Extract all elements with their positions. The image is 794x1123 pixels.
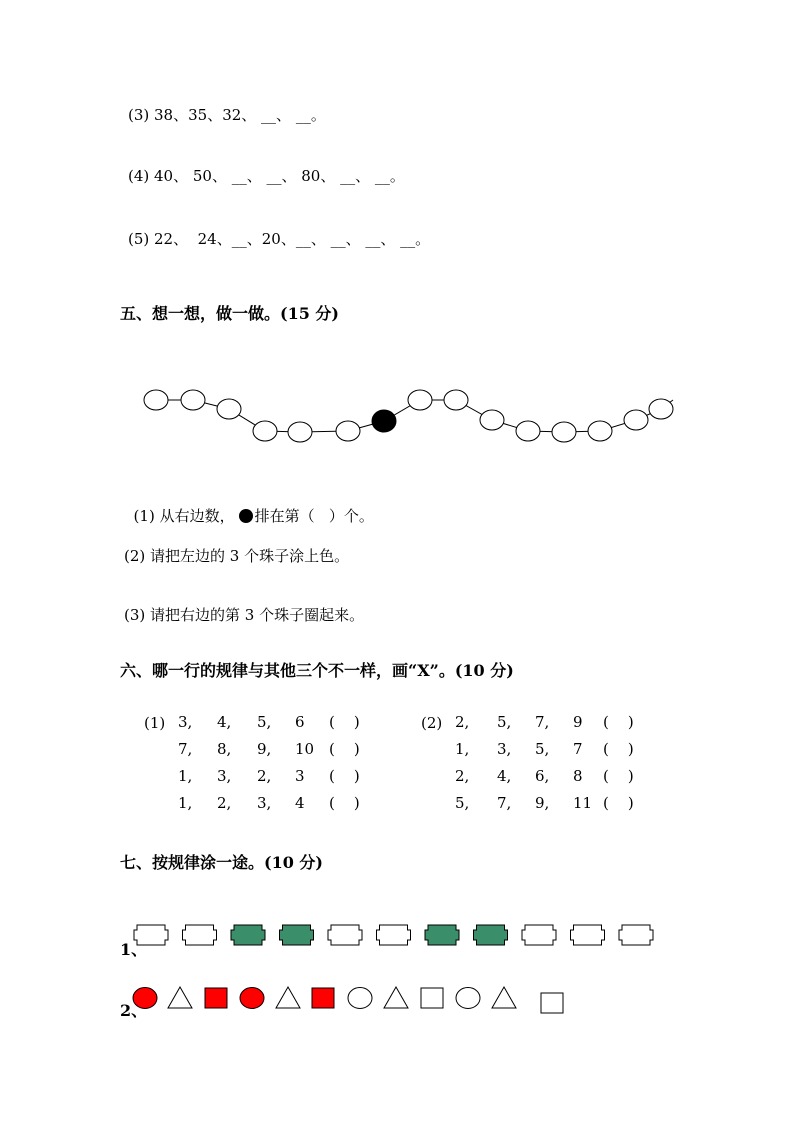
circle-shape xyxy=(348,988,372,1009)
bead xyxy=(649,399,673,419)
section-5-question-1 xyxy=(124,486,374,526)
bead xyxy=(144,390,168,410)
pattern-number: 3, xyxy=(497,740,512,758)
bead-black xyxy=(372,410,396,432)
pattern-number: 5, xyxy=(455,794,470,812)
sequence-question-5: (5) 22、 24、__、20、__、 __、 __、 __。 xyxy=(128,230,431,248)
bead xyxy=(288,422,312,442)
bead xyxy=(444,390,468,410)
bead xyxy=(253,421,277,441)
answer-bracket: ( ) xyxy=(603,767,634,785)
bead xyxy=(552,422,576,442)
triangle-shape xyxy=(168,987,192,1008)
bead xyxy=(480,410,504,430)
tag-shape xyxy=(425,925,459,945)
bead xyxy=(217,399,241,419)
answer-bracket: ( ) xyxy=(329,740,360,758)
bead xyxy=(336,421,360,441)
pattern-number: 9, xyxy=(257,740,272,758)
tag-shape xyxy=(183,925,217,945)
answer-bracket: ( ) xyxy=(603,713,634,731)
pattern-number: 5, xyxy=(497,713,512,731)
pattern-number: 2, xyxy=(217,794,232,812)
pattern-number: 4, xyxy=(497,767,512,785)
pattern-number: 8 xyxy=(573,767,583,785)
answer-bracket: ( ) xyxy=(329,767,360,785)
pattern-number: 7, xyxy=(535,713,550,731)
pattern-number: 7, xyxy=(178,740,193,758)
pattern-number: 5, xyxy=(535,740,550,758)
pattern-number: 1, xyxy=(455,740,470,758)
group-2-label: (2) xyxy=(421,714,443,732)
pattern-number: 3, xyxy=(217,767,232,785)
pattern-row-2 xyxy=(133,987,563,1013)
pattern-number: 5, xyxy=(257,713,272,731)
pattern-number: 9 xyxy=(573,713,583,731)
pattern-number: 2, xyxy=(455,713,470,731)
tag-shape xyxy=(619,925,653,945)
q1-prefix: (1) 从右边数， xyxy=(133,507,235,525)
pattern-number: 11 xyxy=(573,794,593,812)
section-5-question-3: (3) 请把右边的第 3 个珠子圈起来。 xyxy=(124,606,365,624)
black-bead-icon xyxy=(239,509,253,523)
tag-shape xyxy=(328,925,362,945)
tag-shape xyxy=(231,925,265,945)
pattern-number: 4, xyxy=(217,713,232,731)
square-shape xyxy=(312,988,334,1008)
tag-shape xyxy=(280,925,314,945)
circle-shape xyxy=(240,988,264,1009)
pattern-number: 1, xyxy=(178,767,193,785)
tag-shape xyxy=(377,925,411,945)
square-shape xyxy=(541,993,563,1013)
circle-shape xyxy=(456,988,480,1009)
row-1-label: 1、 xyxy=(120,940,148,959)
pattern-number: 6, xyxy=(535,767,550,785)
bead-string xyxy=(144,390,673,442)
pattern-row-1 xyxy=(134,925,653,945)
pattern-number: 4 xyxy=(295,794,305,812)
pattern-number: 3, xyxy=(257,794,272,812)
pattern-number: 2, xyxy=(455,767,470,785)
section-5-heading: 五、想一想，做一做。(15 分) xyxy=(120,304,339,323)
pattern-number: 1, xyxy=(178,794,193,812)
sequence-question-4: (4) 40、 50、 __、 __、 80、 __、 __。 xyxy=(128,167,405,185)
bead xyxy=(408,390,432,410)
triangle-shape xyxy=(492,987,516,1008)
pattern-number: 3, xyxy=(178,713,193,731)
answer-bracket: ( ) xyxy=(329,713,360,731)
bead xyxy=(181,390,205,410)
triangle-shape xyxy=(384,987,408,1008)
tag-shape xyxy=(474,925,508,945)
bead xyxy=(588,421,612,441)
triangle-shape xyxy=(276,987,300,1008)
pattern-number: 2, xyxy=(257,767,272,785)
section-6-heading: 六、哪一行的规律与其他三个不一样，画“X”。(10 分) xyxy=(120,661,514,680)
tag-shape xyxy=(571,925,605,945)
q1-suffix: 排在第（ ）个。 xyxy=(254,507,374,525)
answer-bracket: ( ) xyxy=(603,794,634,812)
square-shape xyxy=(421,988,443,1008)
pattern-number: 7 xyxy=(573,740,583,758)
sequence-question-3: (3) 38、35、32、 __、 __。 xyxy=(128,106,326,124)
bead xyxy=(516,421,540,441)
pattern-number: 10 xyxy=(295,740,315,758)
pattern-number: 6 xyxy=(295,713,305,731)
pattern-number: 8, xyxy=(217,740,232,758)
pattern-number: 9, xyxy=(535,794,550,812)
bead xyxy=(624,410,648,430)
answer-bracket: ( ) xyxy=(329,794,360,812)
tag-shape xyxy=(522,925,556,945)
square-shape xyxy=(205,988,227,1008)
answer-bracket: ( ) xyxy=(603,740,634,758)
section-7-heading: 七、按规律涂一途。(10 分) xyxy=(120,853,323,872)
pattern-number: 3 xyxy=(295,767,305,785)
section-5-question-2: (2) 请把左边的 3 个珠子涂上色。 xyxy=(124,547,350,565)
row-2-label: 2、 xyxy=(120,1001,148,1020)
group-1-label: (1) xyxy=(144,714,166,732)
pattern-number: 7, xyxy=(497,794,512,812)
